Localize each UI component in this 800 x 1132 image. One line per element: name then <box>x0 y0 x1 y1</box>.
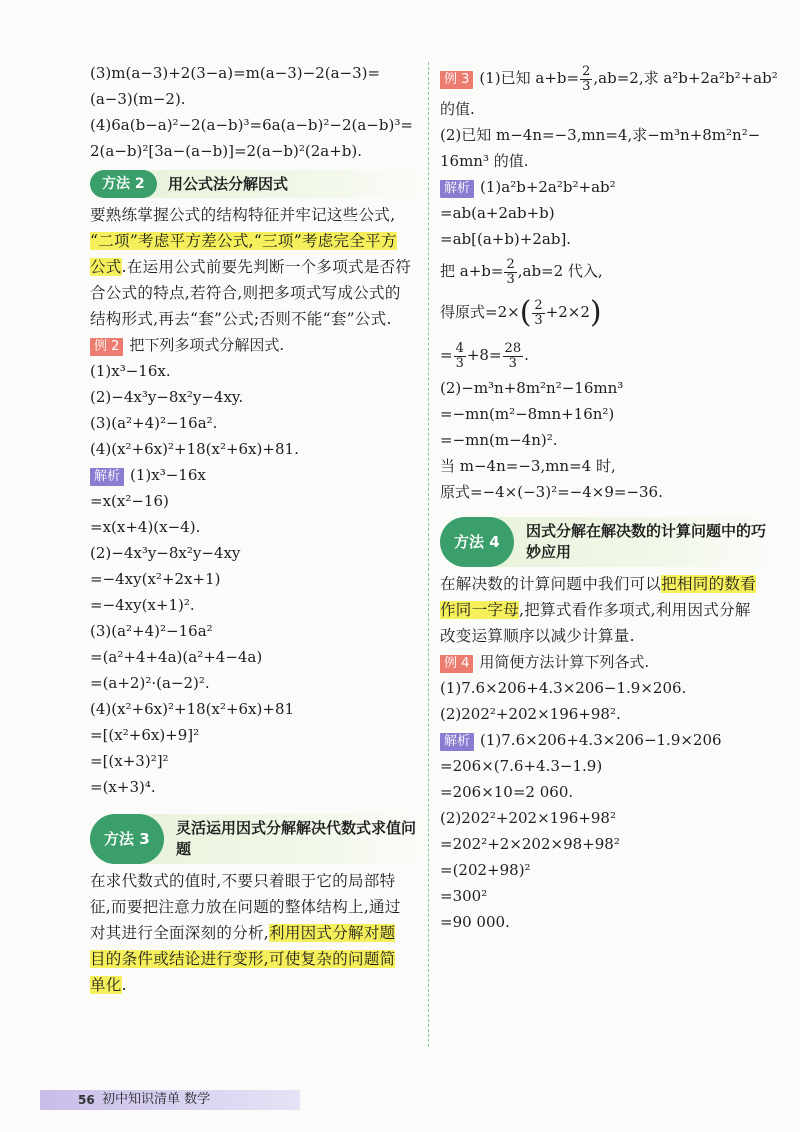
method-4-paragraph <box>440 571 770 649</box>
fraction: $\frac{28}{3}$ <box>504 340 522 371</box>
question-line: (3)(a²+4)²−16a². <box>90 414 218 432</box>
text-line: (a−3)(m−2). <box>90 90 186 108</box>
column-divider <box>428 62 429 1047</box>
solution-line: =x(x²−16) <box>90 492 169 510</box>
question-line: (1)x³−16x. <box>90 362 171 380</box>
example-2-tag: 例 2 <box>90 338 123 356</box>
question-line: (2)−4x³y−8x²y−4xy. <box>90 388 244 406</box>
solution-line: (2)−m³n+8m²n²−16mn³ <box>440 379 624 397</box>
para-text: .在运用公式前要先判断一个多项式是否符 <box>121 258 412 276</box>
method-3-paragraph <box>90 868 420 998</box>
question-line: (2)202²+202×196+98². <box>440 705 621 723</box>
solution-text: +8= <box>466 346 502 364</box>
example-4-text: 用简便方法计算下列各式. <box>479 653 650 671</box>
solution-line: =(202+98)² <box>440 861 531 879</box>
para-line: 要熟练掌握公式的结构特征并牢记这些公式, <box>90 206 396 224</box>
method-3-tag: 方法 3 <box>90 814 164 864</box>
solution-line: =ab[(a+b)+2ab]. <box>440 230 572 248</box>
solution-line: (2)−4x³y−8x²y−4xy <box>90 544 241 562</box>
solution-line: =(a+2)²·(a−2)². <box>90 674 210 692</box>
para-line: 征,而要把注意力放在问题的整体结构上,通过 <box>90 898 401 916</box>
solution-text: ,ab=2 代入, <box>517 262 603 280</box>
text-line: 的值. <box>440 100 475 118</box>
text-line: 16mn³ 的值. <box>440 152 529 170</box>
solution-line: =−4xy(x²+2x+1) <box>90 570 221 588</box>
example-3-text: (1)已知 a+b= <box>479 69 580 87</box>
solution-line: =202²+2×202×98+98² <box>440 835 620 853</box>
method-2-header <box>90 170 420 198</box>
solution-line: (1)7.6×206+4.3×206−1.9×206 <box>480 731 722 749</box>
para-text: 在解决数的计算问题中我们可以 <box>440 575 662 593</box>
solution-text: 把 a+b= <box>440 262 504 280</box>
solution-line: =x(x+4)(x−4). <box>90 518 201 536</box>
text-line: 2(a−b)²[3a−(a−b)]=2(a−b)²(2a+b). <box>90 142 363 160</box>
method-2-tag: 方法 2 <box>90 170 157 198</box>
solution-line: =−mn(m²−8mn+16n²) <box>440 405 615 423</box>
fraction: $\frac{2}{3}$ <box>582 63 591 94</box>
highlight-text: 利用因式分解对题 <box>269 924 396 942</box>
highlight-text: 把相同的数看 <box>661 575 757 593</box>
question-line: (4)(x²+6x)²+18(x²+6x)+81. <box>90 440 299 458</box>
para-line: 在求代数式的值时,不要只着眼于它的局部特 <box>90 872 396 890</box>
right-column: 例 3 (1)已知 a+b= $\frac{2}{3}$ ,ab=2,求 a²b+2a²b²+ab² 的值. (2)已知 m−4n=−3,mn=4,求−m³n+8m²n²− 16mn³ 的值. 解析 (1)a²b+2a²b²+ab² =ab(a+2ab+b) =ab[(a+b)+2ab]. 把 a+b= $\frac{2}{3}$ ,ab=2 代入, 得原式=2×( $\frac{2}{3}$ +2×2) = $\frac{4}{3}$ +8= $\frac{28}{3}$ . (2)−m³n+8m²n²−16mn³ =−mn(m²−8mn+16n²) =−mn(m−4n)². 当 m−4n=−3,mn=4 时, 原式=−4×(−3)²=−4×9=−36. 方法 4 因式分解在解决数的计算问题中的巧妙应用 在解决数的计算问题中我们可以把相同的数看 作同一字母,把算式看作多项式,利用因式分解 改变运算顺序以减少计算量. 例 4 用简便方法计算下列各式. (1)7.6×206+4.3×206−1.9×206. (2)202²+202×196+98². 解析 (1)7.6×206+4.3×206−1.9×206 =206×(7.6+4.3−1.9) =206×10=2 060. (2)202²+202×196+98² =202²+2×202×98+98² =(202+98)² =300² =90 000. <box>440 60 770 935</box>
fraction: $\frac{2}{3}$ <box>534 297 543 328</box>
method-4-header <box>440 517 770 567</box>
solution-line: (3)(a²+4)²−16a² <box>90 622 213 640</box>
para-line: 合公式的特点,若符合,则把多项式写成公式的 <box>90 284 401 302</box>
fraction: $\frac{4}{3}$ <box>455 340 464 371</box>
example-2-text: 把下列多项式分解因式. <box>129 336 285 354</box>
analysis-tag: 解析 <box>440 180 474 198</box>
solution-line: (1)x³−16x <box>130 466 206 484</box>
highlight-text: 单化 <box>90 976 122 994</box>
solution-line: =−4xy(x+1)². <box>90 596 195 614</box>
solution-line: (4)(x²+6x)²+18(x²+6x)+81 <box>90 700 295 718</box>
solution-line: =206×10=2 060. <box>440 783 574 801</box>
text-line: (3)m(a−3)+2(3−a)=m(a−3)−2(a−3)= <box>90 64 381 82</box>
solution-text: = <box>440 346 453 364</box>
method-2-paragraph <box>90 202 420 332</box>
solution-line: =(x+3)⁴. <box>90 778 156 796</box>
solution-line: 原式=−4×(−3)²=−4×9=−36. <box>440 483 663 501</box>
analysis-tag: 解析 <box>440 733 474 751</box>
highlight-text: 目的条件或结论进行变形,可使复杂的问题简 <box>90 950 396 968</box>
para-text: ,把算式看作多项式,利用因式分解 <box>519 601 751 619</box>
page-number: 56 <box>78 1093 95 1107</box>
example-4-tag: 例 4 <box>440 655 473 673</box>
method-3-header <box>90 814 420 864</box>
para-line: 结构形式,再去“套”公式;否则不能“套”公式. <box>90 310 392 328</box>
book-title: 初中知识清单 数学 <box>102 1092 211 1107</box>
para-text: . <box>121 976 127 994</box>
text-line: (4)6a(b−a)²−2(a−b)³=6a(a−b)²−2(a−b)³= <box>90 116 413 134</box>
page-footer <box>40 1090 300 1110</box>
example-3-text: ,ab=2,求 a²b+2a²b²+ab² <box>593 69 778 87</box>
highlight-text: 作同一字母 <box>440 601 520 619</box>
method-2-title: 用公式法分解因式 <box>168 175 289 193</box>
highlight-text: 公式 <box>90 258 122 276</box>
para-text: 对其进行全面深刻的分析, <box>90 924 270 942</box>
solution-line: =90 000. <box>440 913 510 931</box>
solution-line: =ab(a+2ab+b) <box>440 204 555 222</box>
solution-line: =300² <box>440 887 488 905</box>
method-4-title: 因式分解在解决数的计算问题中的巧妙应用 <box>526 522 767 561</box>
para-line: 改变运算顺序以减少计算量. <box>440 627 635 645</box>
solution-line: 当 m−4n=−3,mn=4 时, <box>440 457 616 475</box>
solution-line: (2)202²+202×196+98² <box>440 809 616 827</box>
solution-line: =(a²+4+4a)(a²+4−4a) <box>90 648 263 666</box>
solution-line: =206×(7.6+4.3−1.9) <box>440 757 603 775</box>
left-column <box>90 60 420 998</box>
solution-text: . <box>524 346 529 364</box>
solution-line: (1)a²b+2a²b²+ab² <box>480 178 616 196</box>
highlight-text: “二项”考虑平方差公式,“三项”考虑完全平方 <box>90 232 397 250</box>
solution-line: =−mn(m−4n)². <box>440 431 558 449</box>
example-3-tag: 例 3 <box>440 71 473 89</box>
solution-line: =[(x²+6x)+9]² <box>90 726 200 744</box>
solution-text: +2×2 <box>545 303 590 321</box>
solution-text: 得原式=2× <box>440 303 520 321</box>
analysis-tag: 解析 <box>90 468 124 486</box>
text-line: (2)已知 m−4n=−3,mn=4,求−m³n+8m²n²− <box>440 126 761 144</box>
question-line: (1)7.6×206+4.3×206−1.9×206. <box>440 679 687 697</box>
method-4-tag: 方法 4 <box>440 517 514 567</box>
solution-line: =[(x+3)²]² <box>90 752 169 770</box>
fraction: $\frac{2}{3}$ <box>506 256 515 287</box>
method-3-title: 灵活运用因式分解解决代数式求值问题 <box>176 819 417 858</box>
